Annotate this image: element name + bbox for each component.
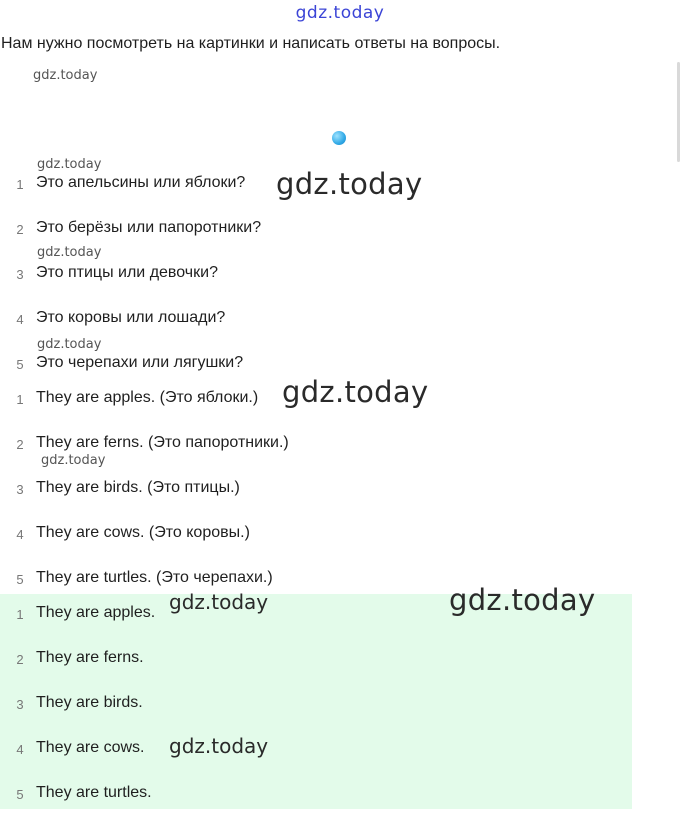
list-item xyxy=(0,295,632,340)
watermark: gdz.today xyxy=(33,68,98,83)
watermark: gdz.today xyxy=(41,453,106,468)
watermark: gdz.today xyxy=(449,583,596,617)
site-logo[interactable]: gdz.today xyxy=(295,3,385,23)
item-number: 5 xyxy=(16,571,24,587)
question-text: Это коровы или лошади? xyxy=(36,308,226,326)
watermark: gdz.today xyxy=(282,375,429,409)
watermark: gdz.today xyxy=(37,157,102,172)
list-item xyxy=(0,725,632,770)
question-text: Это черепахи или лягушки? xyxy=(36,353,244,371)
watermark: gdz.today xyxy=(169,734,269,758)
answer-text: They are apples. xyxy=(36,603,156,621)
translation-text: They are birds. (Это птицы.) xyxy=(36,478,240,496)
intro-text: Нам нужно посмотреть на картинки и написать ответы на вопросы. xyxy=(1,35,501,52)
list-item xyxy=(0,680,632,725)
item-number: 3 xyxy=(16,266,24,282)
list-item xyxy=(0,205,632,250)
watermark: gdz.today xyxy=(276,167,423,201)
watermark: gdz.today xyxy=(37,337,102,352)
answer-text: They are birds. xyxy=(36,693,143,711)
list-item xyxy=(0,770,632,815)
translation-text: They are apples. (Это яблоки.) xyxy=(36,388,259,406)
question-text: Это птицы или девочки? xyxy=(36,263,218,281)
answer-text: They are turtles. xyxy=(36,783,152,801)
item-number: 1 xyxy=(16,391,24,407)
item-number: 4 xyxy=(16,311,24,327)
translation-text: They are turtles. (Это черепахи.) xyxy=(36,568,273,586)
item-number: 2 xyxy=(16,651,24,667)
answer-text: They are ferns. xyxy=(36,648,144,666)
item-number: 5 xyxy=(16,356,24,372)
item-number: 5 xyxy=(16,786,24,802)
item-number: 4 xyxy=(16,526,24,542)
list-item xyxy=(0,420,632,465)
bullet-dot-icon xyxy=(332,131,346,145)
item-number: 2 xyxy=(16,221,24,237)
watermark: gdz.today xyxy=(37,245,102,260)
translation-text: They are ferns. (Это папоротники.) xyxy=(36,433,289,451)
list-item xyxy=(0,635,632,680)
item-number: 3 xyxy=(16,481,24,497)
item-number: 2 xyxy=(16,436,24,452)
item-number: 4 xyxy=(16,741,24,757)
answer-text: They are cows. xyxy=(36,738,145,756)
list-item xyxy=(0,465,632,510)
item-number: 1 xyxy=(16,606,24,622)
list-item xyxy=(0,250,632,295)
list-item xyxy=(0,510,632,555)
watermark: gdz.today xyxy=(169,590,269,614)
translation-text: They are cows. (Это коровы.) xyxy=(36,523,250,541)
item-number: 1 xyxy=(16,176,24,192)
question-text: Это берёзы или папоротники? xyxy=(36,218,262,236)
question-text: Это апельсины или яблоки? xyxy=(36,173,246,191)
item-number: 3 xyxy=(16,696,24,712)
